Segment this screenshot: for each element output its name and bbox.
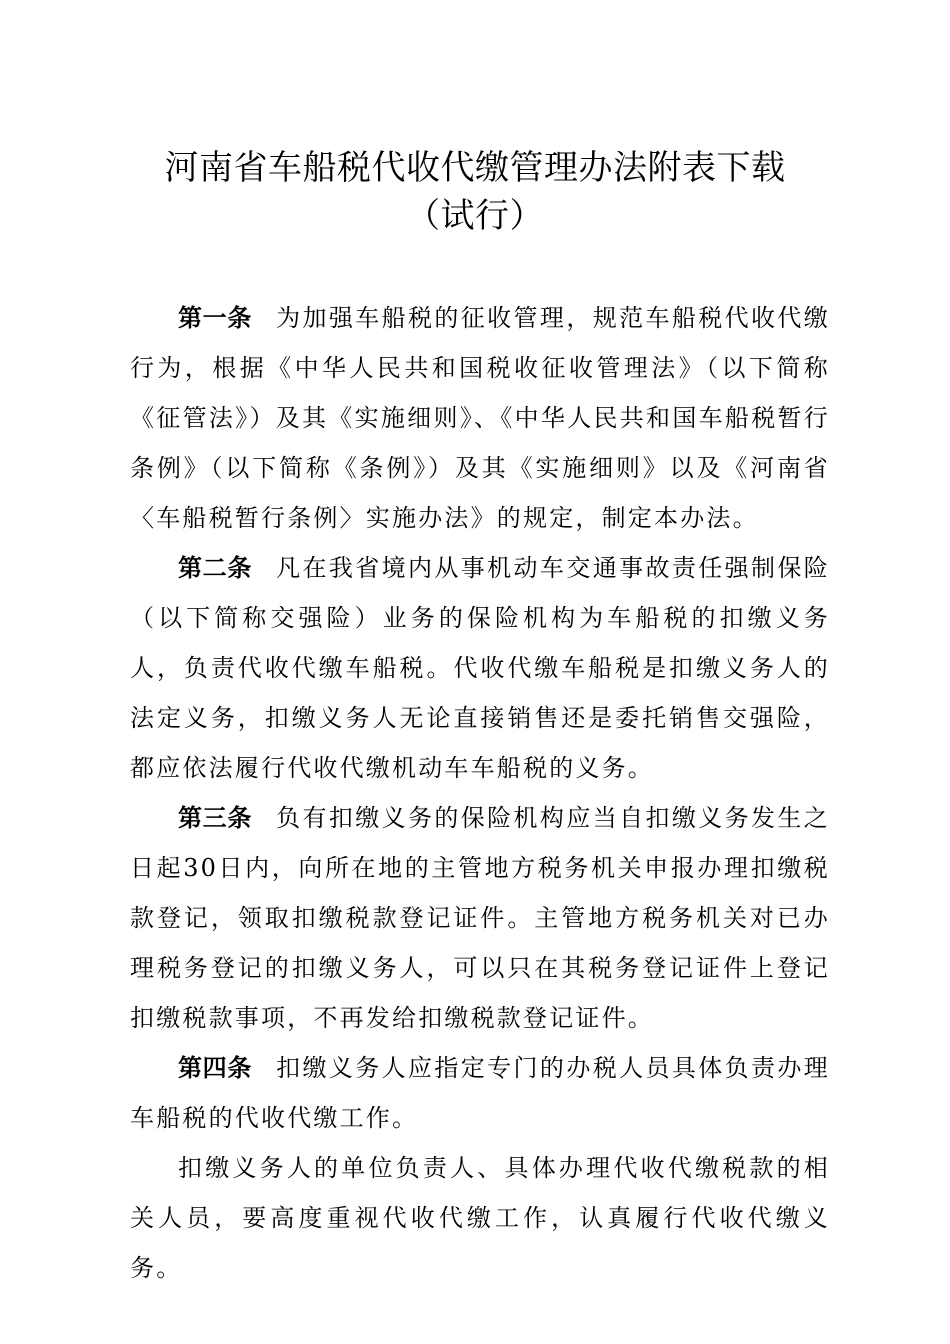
article-2-label: 第二条 (178, 554, 253, 582)
article-4-label: 第四条 (178, 1054, 253, 1082)
article-1-text: 为加强车船税的征收管理，规范车船税代收代缴行为，根据《中华人民共和国税收征收管理法》（以下简称《征管法》）及其《实施细则》、《中华人民共和国车船税暂行条例》（以下简称《条例》）及其《实施细则》以及《河南省〈车船税暂行条例〉实施办法》的规定，制定本办法。 (130, 304, 830, 532)
article-2-text: 凡在我省境内从事机动车交通事故责任强制保险（以下简称交强险）业务的保险机构为车船税的扣缴义务人，负责代收代缴车船税。代收代缴车船税是扣缴义务人的法定义务，扣缴义务人无论直接销售还是委托销售交强险，都应依法履行代收代缴机动车车船税的义务。 (130, 554, 830, 782)
document-subtitle: （试行） (406, 196, 544, 236)
article-3-text: 负有扣缴义务的保险机构应当自扣缴义务发生之日起30日内，向所在地的主管地方税务机关申报办理扣缴税款登记，领取扣缴税款登记证件。主管地方税务机关对已办理税务登记的扣缴义务人，可以只在其税务登记证件上登记扣缴税款事项，不再发给扣缴税款登记证件。 (130, 804, 830, 1032)
document-body (130, 293, 830, 1293)
article-4 (130, 1043, 830, 1143)
document-title: 河南省车船税代收代缴管理办法附表下载 (164, 148, 786, 188)
article-3 (130, 793, 830, 1043)
article-4-paragraph-2: 扣缴义务人的单位负责人、具体办理代收代缴税款的相关人员，要高度重视代收代缴工作，认真履行代收代缴义务。 (130, 1154, 830, 1282)
article-3-label: 第三条 (178, 804, 253, 832)
article-1 (130, 293, 830, 543)
article-1-label: 第一条 (178, 304, 253, 332)
article-2 (130, 543, 830, 793)
article-4-text: 扣缴义务人应指定专门的办税人员具体负责办理车船税的代收代缴工作。 (130, 1054, 830, 1132)
